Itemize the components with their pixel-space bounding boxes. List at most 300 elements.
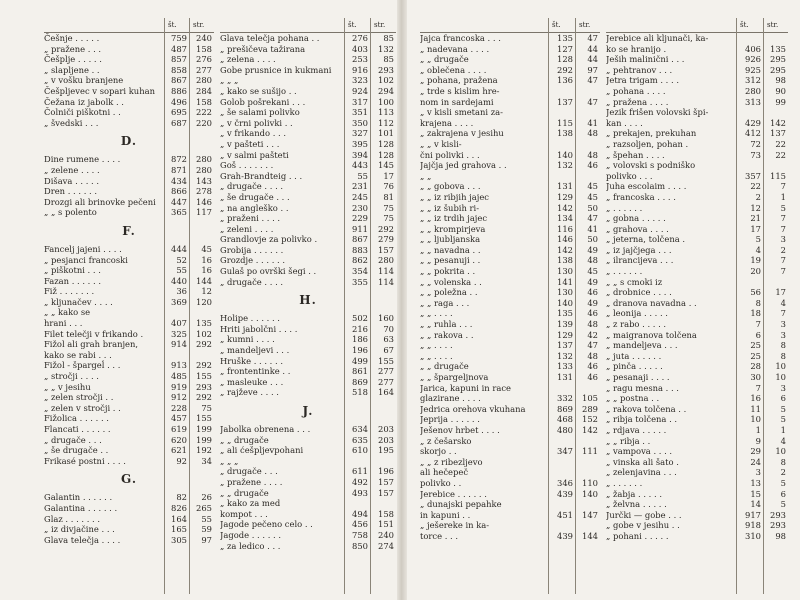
entry-name: Dišava . . . . . bbox=[44, 175, 100, 186]
entry-number: 313 bbox=[745, 96, 761, 107]
entry-number: 620 bbox=[171, 434, 187, 445]
entry-name: „ frontentinke . . bbox=[220, 366, 291, 377]
entry-number: 406 bbox=[745, 43, 761, 54]
index-entry bbox=[220, 255, 396, 266]
entry-name: „ pohani . . . . . bbox=[606, 530, 669, 541]
entry-name: Grobija . . . . . . bbox=[220, 244, 284, 255]
entry-name: Galantin . . . . . . bbox=[44, 492, 113, 503]
entry-page: 49 bbox=[587, 244, 598, 255]
entry-page: 46 bbox=[587, 361, 598, 372]
column-header bbox=[606, 18, 788, 33]
entry-page: 22 bbox=[775, 149, 786, 160]
entry-name: Jerebice . . . . . . bbox=[420, 488, 487, 499]
index-entry bbox=[44, 514, 214, 525]
entry-number: 926 bbox=[745, 54, 761, 65]
entry-number: 18 bbox=[750, 308, 761, 319]
index-entries bbox=[606, 33, 788, 542]
index-entry bbox=[420, 383, 600, 394]
entry-number: 135 bbox=[557, 308, 573, 319]
entry-name: „ „ bbox=[420, 170, 432, 181]
entry-number: 13 bbox=[750, 477, 761, 488]
index-entry bbox=[420, 139, 600, 150]
entry-name: „ „ iz trdih jajec bbox=[420, 213, 488, 224]
entry-name: „ ilrancijeva . . . bbox=[606, 255, 674, 266]
entry-page: 192 bbox=[196, 445, 212, 456]
entry-page: 50 bbox=[587, 202, 598, 213]
entry-page: 22 bbox=[775, 138, 786, 149]
index-entry bbox=[44, 413, 214, 424]
entry-page: 5 bbox=[780, 403, 786, 414]
entry-name: „ pesanaji . . . . bbox=[606, 372, 670, 382]
entry-number: 36 bbox=[176, 286, 187, 297]
entry-name: Čežana iz jabolk . . bbox=[44, 96, 124, 107]
entry-number: 440 bbox=[171, 275, 187, 286]
section-letter: H. bbox=[299, 293, 317, 308]
entry-page: 59 bbox=[201, 524, 212, 535]
index-column bbox=[220, 18, 396, 594]
index-entry bbox=[420, 446, 600, 457]
entry-name: Glaz . . . . . . . bbox=[44, 513, 101, 524]
header-st: št. bbox=[348, 21, 357, 29]
section-letter: J. bbox=[302, 404, 314, 418]
entry-page: 7 bbox=[780, 223, 786, 234]
entry-name: „ iz divjačine . . . bbox=[44, 524, 115, 535]
index-entry bbox=[420, 531, 600, 542]
index-entry bbox=[44, 154, 214, 165]
entry-page: 128 bbox=[378, 149, 394, 160]
index-entry bbox=[420, 107, 600, 118]
index-entry bbox=[220, 498, 396, 509]
entry-number: 862 bbox=[352, 255, 368, 266]
entry-number: 276 bbox=[352, 33, 368, 43]
entry-page: 143 bbox=[196, 175, 212, 186]
entry-page: 145 bbox=[378, 160, 394, 171]
entry-number: 499 bbox=[352, 355, 368, 366]
entry-name: „ mandeljeva . . . bbox=[606, 340, 678, 351]
entry-number: 137 bbox=[557, 96, 573, 107]
index-entry bbox=[220, 266, 396, 277]
index-entry bbox=[420, 203, 600, 214]
entry-name: „ maigranova tolčena bbox=[606, 329, 697, 340]
index-entry bbox=[220, 107, 396, 118]
entry-name: „ ragu mesna . . . bbox=[606, 382, 679, 393]
index-entry bbox=[606, 65, 788, 76]
entry-number: 10 bbox=[750, 414, 761, 425]
entry-name: „ prešičeva tažirana bbox=[220, 43, 306, 54]
entry-number: 886 bbox=[171, 85, 187, 96]
entry-page: 199 bbox=[196, 434, 212, 445]
entry-name: „ dunajski pepahke bbox=[420, 499, 502, 510]
entry-name: „ „ . . . . bbox=[420, 340, 453, 351]
entry-name: „ pohana, pražena bbox=[420, 75, 498, 86]
entry-name: Jerebice ali kljunači, ka- bbox=[606, 33, 709, 43]
entry-name: Jajčja jed grahova . . bbox=[420, 160, 507, 171]
entry-page: 81 bbox=[383, 191, 394, 202]
entry-name: „ „ raga . . . bbox=[420, 297, 470, 308]
index-entry bbox=[220, 488, 396, 499]
entry-name: „ stročji . . . . bbox=[44, 371, 99, 382]
index-entry bbox=[420, 298, 600, 309]
index-entry bbox=[44, 329, 214, 340]
index-entry bbox=[220, 181, 396, 192]
entry-name: „ za ledico . . . bbox=[220, 540, 281, 551]
entry-name: „ piškotni . . . bbox=[44, 265, 101, 276]
index-entry bbox=[606, 150, 788, 161]
entry-number: 918 bbox=[745, 520, 761, 531]
entry-number: 883 bbox=[352, 244, 368, 255]
index-entry bbox=[44, 524, 214, 535]
index-entry bbox=[220, 509, 396, 520]
entry-page: 97 bbox=[201, 534, 212, 545]
entry-name: „ zelene . . . . bbox=[44, 164, 100, 175]
index-entry bbox=[220, 277, 396, 288]
entry-name: Gulaš po ovrški šegi . . bbox=[220, 266, 317, 277]
entry-number: 496 bbox=[171, 96, 187, 107]
index-entry bbox=[44, 86, 214, 97]
index-entry bbox=[44, 265, 214, 276]
index-entry bbox=[420, 160, 600, 171]
entry-page: 47 bbox=[587, 33, 598, 43]
index-entry bbox=[606, 520, 788, 531]
index-entry bbox=[220, 160, 396, 171]
entry-number: 826 bbox=[171, 502, 187, 513]
entry-page: 47 bbox=[587, 213, 598, 224]
entry-name: „ kako za med bbox=[220, 498, 281, 509]
entry-name: Jurčki — gobe . . . bbox=[606, 509, 682, 520]
entry-name: „ z češarsko bbox=[420, 435, 472, 446]
entry-page: 114 bbox=[378, 276, 394, 287]
index-entry bbox=[420, 393, 600, 404]
entry-number: 619 bbox=[171, 424, 187, 434]
entry-page: 3 bbox=[780, 329, 786, 340]
index-entry bbox=[220, 97, 396, 108]
entry-name: „ v črni polivki . . bbox=[220, 117, 293, 128]
index-entry bbox=[420, 192, 600, 203]
index-entry bbox=[220, 44, 396, 55]
index-entry bbox=[420, 65, 600, 76]
index-entry bbox=[44, 339, 214, 350]
entry-name: ko se hranijo . bbox=[606, 43, 667, 54]
entry-name: Galantina . . . . . . bbox=[44, 502, 118, 513]
index-entry bbox=[606, 298, 788, 309]
entry-page: 3 bbox=[780, 319, 786, 330]
header-str: str. bbox=[767, 21, 779, 29]
index-entry bbox=[420, 118, 600, 129]
entry-number: 695 bbox=[171, 107, 187, 118]
entry-number: 20 bbox=[750, 266, 761, 277]
index-entry bbox=[220, 224, 396, 235]
section-letter: F. bbox=[122, 223, 136, 238]
index-entries bbox=[44, 33, 214, 545]
entry-number: 229 bbox=[352, 213, 368, 224]
index-entry bbox=[220, 334, 396, 345]
entry-name: Drozgi ali brinovke pečeni bbox=[44, 196, 156, 207]
entry-page: 5 bbox=[780, 477, 786, 488]
entry-number: 131 bbox=[557, 372, 573, 382]
entry-number: 403 bbox=[352, 43, 368, 54]
index-entry bbox=[606, 107, 788, 118]
entry-name: „ „ pesanuji . . bbox=[420, 255, 481, 266]
entry-name: „ slapljene . . bbox=[44, 64, 100, 75]
entry-name: Glava telečja pohana . . bbox=[220, 33, 320, 43]
index-entry bbox=[420, 75, 600, 86]
entry-name: čni polivki . . . bbox=[420, 149, 480, 160]
entry-page: 157 bbox=[378, 476, 394, 487]
entry-name: „ želvna . . . . . bbox=[606, 499, 667, 510]
entry-name: Fiž . . . . . . . bbox=[44, 286, 95, 297]
entry-number: 365 bbox=[171, 207, 187, 218]
entry-number: 325 bbox=[171, 328, 187, 339]
index-entry bbox=[44, 503, 214, 514]
entry-page: 6 bbox=[780, 488, 786, 499]
entry-number: 130 bbox=[557, 287, 573, 298]
entry-name: „ drugače . . . bbox=[44, 434, 102, 445]
entry-number: 487 bbox=[171, 43, 187, 54]
index-entry bbox=[420, 499, 600, 510]
index-entry bbox=[606, 489, 788, 500]
entry-page: 2 bbox=[780, 244, 786, 255]
entry-number: 17 bbox=[750, 223, 761, 234]
entry-number: 867 bbox=[171, 75, 187, 86]
entry-name: Dren . . . . . . bbox=[44, 186, 98, 197]
entry-page: 4 bbox=[780, 297, 786, 308]
entry-page: 5 bbox=[780, 414, 786, 425]
entry-page: 100 bbox=[378, 96, 394, 107]
entry-name: Golob pošrekani . . . bbox=[220, 96, 306, 107]
entry-number: 913 bbox=[171, 360, 187, 371]
entry-page: 8 bbox=[780, 340, 786, 351]
entry-number: 137 bbox=[557, 340, 573, 351]
header-str: str. bbox=[193, 21, 205, 29]
entry-name: Jagode . . . . . . bbox=[220, 529, 282, 540]
entry-name: Flancati . . . . . . bbox=[44, 424, 111, 434]
entry-name: „ zelen stročji . . bbox=[44, 392, 114, 403]
entry-page: 85 bbox=[383, 54, 394, 65]
entry-page: 158 bbox=[378, 508, 394, 519]
entry-page: 277 bbox=[378, 376, 394, 387]
index-entry bbox=[420, 255, 600, 266]
entry-name: „ drobnice . . . . bbox=[606, 287, 672, 298]
entry-number: 139 bbox=[557, 319, 573, 330]
index-entry bbox=[44, 392, 214, 403]
entry-page: 3 bbox=[780, 382, 786, 393]
entry-number: 92 bbox=[176, 455, 187, 466]
entry-page: 112 bbox=[378, 117, 394, 128]
entry-name: Filet telečji v frikando . bbox=[44, 328, 144, 339]
entry-name: „ drugače . . . . bbox=[220, 181, 284, 192]
entry-page: 293 bbox=[770, 509, 786, 520]
index-entry bbox=[606, 171, 788, 182]
index-entry bbox=[44, 286, 214, 297]
entry-page: 44 bbox=[587, 54, 598, 65]
entry-number: 351 bbox=[352, 107, 368, 118]
index-entry bbox=[44, 276, 214, 287]
entry-name: „ „ navadna . . bbox=[420, 244, 481, 255]
entry-page: 142 bbox=[770, 117, 786, 128]
entry-name: „ „ „ bbox=[220, 75, 239, 86]
entry-page: 113 bbox=[378, 107, 394, 118]
entry-number: 164 bbox=[171, 513, 187, 524]
entry-name: „ . . . . . . bbox=[606, 202, 643, 213]
entry-name: Jabolka obrenena . . . bbox=[220, 424, 311, 434]
entry-number: 867 bbox=[352, 234, 368, 245]
entry-page: 42 bbox=[587, 329, 598, 340]
index-entry bbox=[420, 457, 600, 468]
entry-number: 850 bbox=[352, 540, 368, 551]
entry-number: 492 bbox=[352, 476, 368, 487]
index-entry bbox=[606, 531, 788, 542]
entry-number: 25 bbox=[750, 350, 761, 361]
entry-page: 117 bbox=[196, 207, 212, 218]
entry-number: 858 bbox=[171, 64, 187, 75]
entry-name: „ zelena . . . . bbox=[220, 54, 276, 65]
entry-name: Frikasé postni . . . . bbox=[44, 455, 126, 466]
entry-page: 4 bbox=[780, 435, 786, 446]
entry-name: „ nadevana . . . . bbox=[420, 43, 490, 54]
entry-page: 45 bbox=[587, 266, 598, 277]
entry-name: „ „ drugače bbox=[220, 487, 269, 498]
entry-number: 759 bbox=[171, 33, 187, 43]
entry-name: „ . . . . . . bbox=[606, 266, 643, 277]
entry-number: 310 bbox=[745, 530, 761, 541]
entry-page: 101 bbox=[378, 128, 394, 139]
index-entry bbox=[220, 435, 396, 446]
entry-number: 857 bbox=[171, 54, 187, 65]
index-entry bbox=[44, 318, 214, 329]
index-entry bbox=[606, 54, 788, 65]
entry-page: 135 bbox=[770, 43, 786, 54]
entry-name: „ leonija . . . . . bbox=[606, 308, 668, 319]
index-entry bbox=[606, 181, 788, 192]
entry-page: 110 bbox=[582, 477, 598, 488]
index-entry bbox=[606, 425, 788, 436]
entry-name: „ dranova navadna . . bbox=[606, 297, 697, 308]
index-entry bbox=[44, 97, 214, 108]
entry-number: 127 bbox=[557, 43, 573, 54]
entry-number: 25 bbox=[750, 340, 761, 351]
entry-number: 15 bbox=[750, 488, 761, 499]
entry-number: 634 bbox=[352, 424, 368, 434]
entry-page: 102 bbox=[378, 75, 394, 86]
entry-name: „ francoska . . . . bbox=[606, 191, 676, 202]
entry-number: 22 bbox=[750, 181, 761, 192]
entry-number: 7 bbox=[755, 319, 761, 330]
entry-page: 90 bbox=[775, 85, 786, 96]
entry-name: „ . . . . . . bbox=[606, 477, 643, 488]
index-entry bbox=[220, 203, 396, 214]
entry-number: 52 bbox=[176, 254, 187, 265]
entry-page: 284 bbox=[196, 85, 212, 96]
index-entry bbox=[606, 446, 788, 457]
index-entry bbox=[220, 530, 396, 541]
entry-name: „ švedski . . . bbox=[44, 117, 99, 128]
entry-name: „ pražene . . . . bbox=[220, 476, 283, 487]
entry-number: 292 bbox=[557, 64, 573, 75]
entry-number: 55 bbox=[357, 170, 368, 181]
index-entry bbox=[606, 372, 788, 383]
index-entry bbox=[606, 414, 788, 425]
entry-page: 49 bbox=[587, 297, 598, 308]
index-entry bbox=[44, 54, 214, 65]
entry-name: „ kljunačev . . . . bbox=[44, 296, 113, 307]
entry-number: 323 bbox=[352, 75, 368, 86]
index-entry bbox=[606, 33, 788, 44]
entry-number: 3 bbox=[755, 467, 761, 478]
entry-number: 73 bbox=[750, 149, 761, 160]
entry-name: „ v pašteti . . . bbox=[220, 138, 280, 149]
entry-page: 47 bbox=[587, 96, 598, 107]
entry-number: 447 bbox=[171, 196, 187, 207]
entry-number: 138 bbox=[557, 128, 573, 139]
entry-number: 228 bbox=[171, 402, 187, 413]
entry-page: 7 bbox=[780, 255, 786, 266]
entry-name: ali hečepeč bbox=[420, 467, 469, 478]
entry-page: 293 bbox=[770, 520, 786, 531]
entry-number: 758 bbox=[352, 529, 368, 540]
entry-page: 140 bbox=[582, 488, 598, 499]
entry-number: 395 bbox=[352, 138, 368, 149]
entry-page: 48 bbox=[587, 255, 598, 266]
entry-number: 135 bbox=[557, 33, 573, 43]
entry-page: 144 bbox=[582, 530, 598, 541]
entry-page: 274 bbox=[378, 540, 394, 551]
entry-name: „ „ ribja . . bbox=[606, 435, 651, 446]
index-entry bbox=[606, 75, 788, 86]
entry-page: 155 bbox=[196, 413, 212, 424]
index-entries bbox=[420, 33, 600, 542]
entry-name: Ješenov hrbet . . . . bbox=[420, 424, 500, 435]
entry-page: 85 bbox=[383, 33, 394, 43]
entry-page: 279 bbox=[378, 234, 394, 245]
entry-name: glazirane . . . . bbox=[420, 393, 481, 404]
index-entry bbox=[420, 128, 600, 139]
index-entry bbox=[606, 319, 788, 330]
entry-number: 134 bbox=[557, 213, 573, 224]
header-st: št. bbox=[168, 21, 177, 29]
entry-name: „ „ v jesihu bbox=[44, 381, 91, 392]
entry-name: „ „ volenska . . bbox=[420, 276, 482, 287]
entry-name: „ v frikando . . . bbox=[220, 128, 287, 139]
index-entry bbox=[606, 383, 788, 394]
index-entry bbox=[420, 266, 600, 277]
index-entry bbox=[420, 97, 600, 108]
index-entry bbox=[606, 255, 788, 266]
entry-number: 8 bbox=[755, 297, 761, 308]
index-entry bbox=[420, 467, 600, 478]
entry-name: „ juta . . . . . . bbox=[606, 350, 662, 361]
entry-name: Jajca francoska . . . bbox=[420, 33, 501, 43]
entry-number: 116 bbox=[557, 223, 573, 234]
entry-number: 312 bbox=[745, 75, 761, 86]
entry-number: 136 bbox=[557, 75, 573, 86]
entry-page: 128 bbox=[378, 138, 394, 149]
entry-number: 131 bbox=[557, 181, 573, 192]
header-str: str. bbox=[579, 21, 591, 29]
index-entry bbox=[44, 492, 214, 503]
entry-page: 98 bbox=[775, 530, 786, 541]
index-entry bbox=[606, 393, 788, 404]
entry-page: 34 bbox=[201, 455, 212, 466]
index-entry bbox=[220, 150, 396, 161]
index-entry bbox=[606, 457, 788, 468]
entry-number: 327 bbox=[352, 128, 368, 139]
index-entry bbox=[606, 213, 788, 224]
entry-number: 2 bbox=[755, 191, 761, 202]
entry-number: 186 bbox=[352, 334, 368, 345]
entry-number: 917 bbox=[745, 509, 761, 520]
index-column bbox=[44, 18, 214, 594]
index-entry bbox=[220, 171, 396, 182]
